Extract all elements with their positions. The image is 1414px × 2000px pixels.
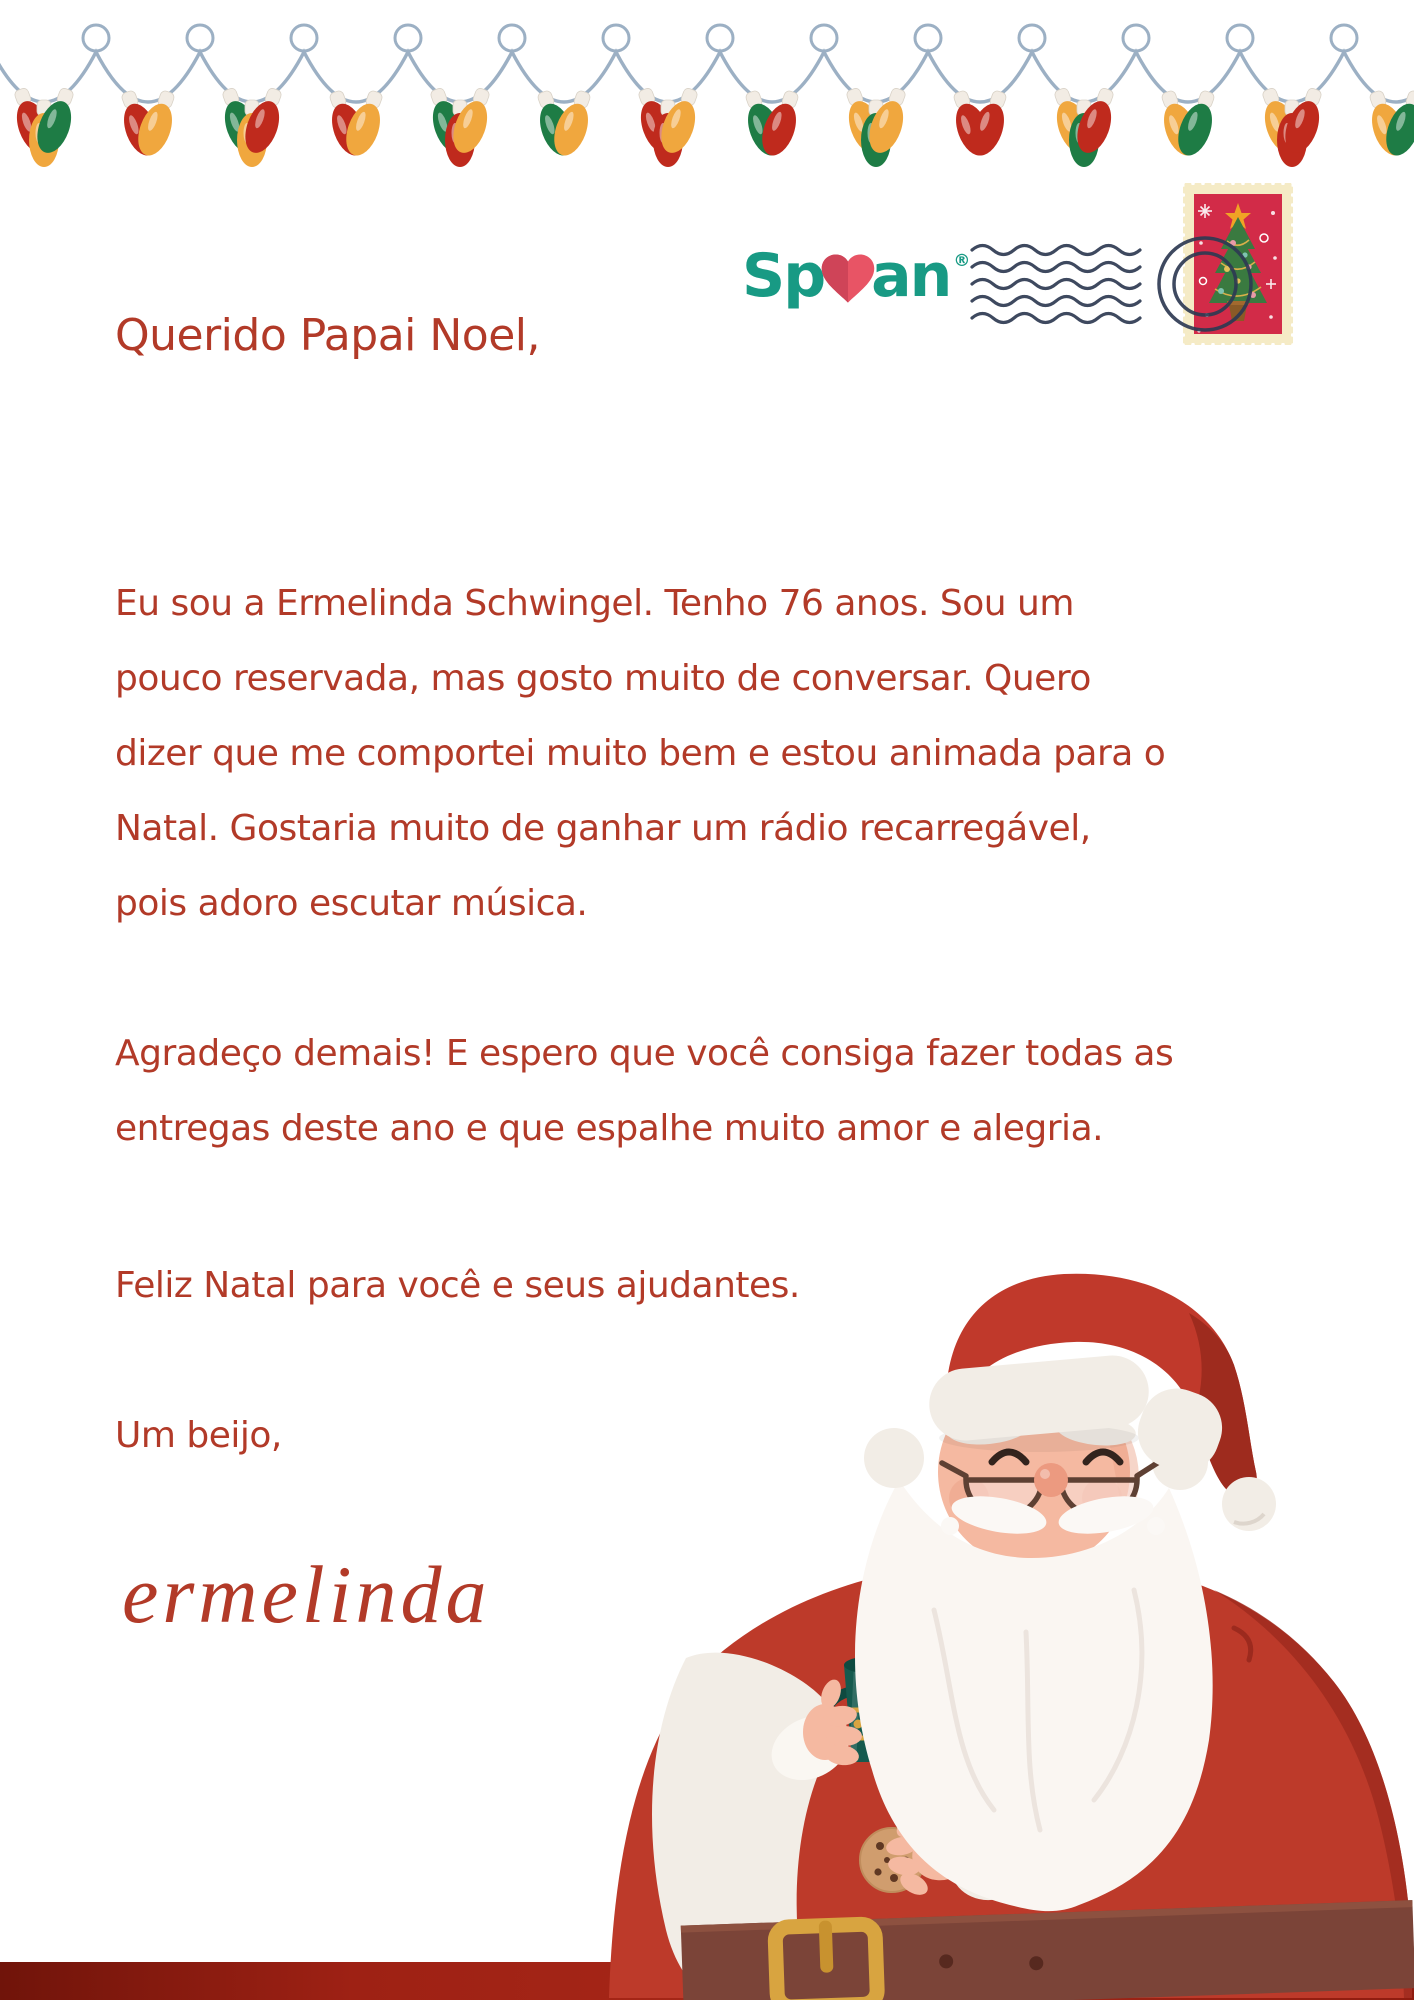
postmark-waves-icon — [958, 231, 1292, 343]
letter-line: Eu sou a Ermelinda Schwingel. Tenho 76 anos. Sou um — [115, 583, 1074, 624]
letter-line: Agradeço demais! E espero que você consiga fazer todas as — [115, 1033, 1174, 1074]
registered-mark: ® — [953, 251, 971, 271]
logo-text-suffix: an — [871, 241, 951, 311]
santa-hair-left — [864, 1428, 924, 1488]
letter-line: Feliz Natal para você e seus ajudantes. — [115, 1265, 800, 1306]
santa-claus-icon — [594, 1010, 1414, 2000]
letter-line: pois adoro escutar música. — [115, 883, 588, 924]
signature: ermelinda — [122, 1549, 491, 1640]
logo-text-prefix: Sp — [742, 241, 825, 311]
letter-line: pouco reservada, mas gosto muito de conversar. Quero — [115, 658, 1091, 699]
letter-line: dizer que me comportei muito bem e estou animada para o — [115, 733, 1166, 774]
christmas-lights-icon — [0, 0, 1414, 230]
santa-nose — [1034, 1463, 1068, 1497]
letter-greeting: Querido Papai Noel, — [115, 310, 540, 361]
brand-logo — [742, 241, 971, 311]
letter-paragraph — [115, 566, 1165, 941]
heart-icon — [820, 253, 876, 305]
letter-line: Um beijo, — [115, 1415, 282, 1456]
letter-line: entregas deste ano e que espalhe muito amor e alegria. — [115, 1108, 1104, 1149]
letter-line: Natal. Gostaria muito de ganhar um rádio recarregável, — [115, 808, 1091, 849]
letter-paragraph — [115, 1398, 282, 1473]
